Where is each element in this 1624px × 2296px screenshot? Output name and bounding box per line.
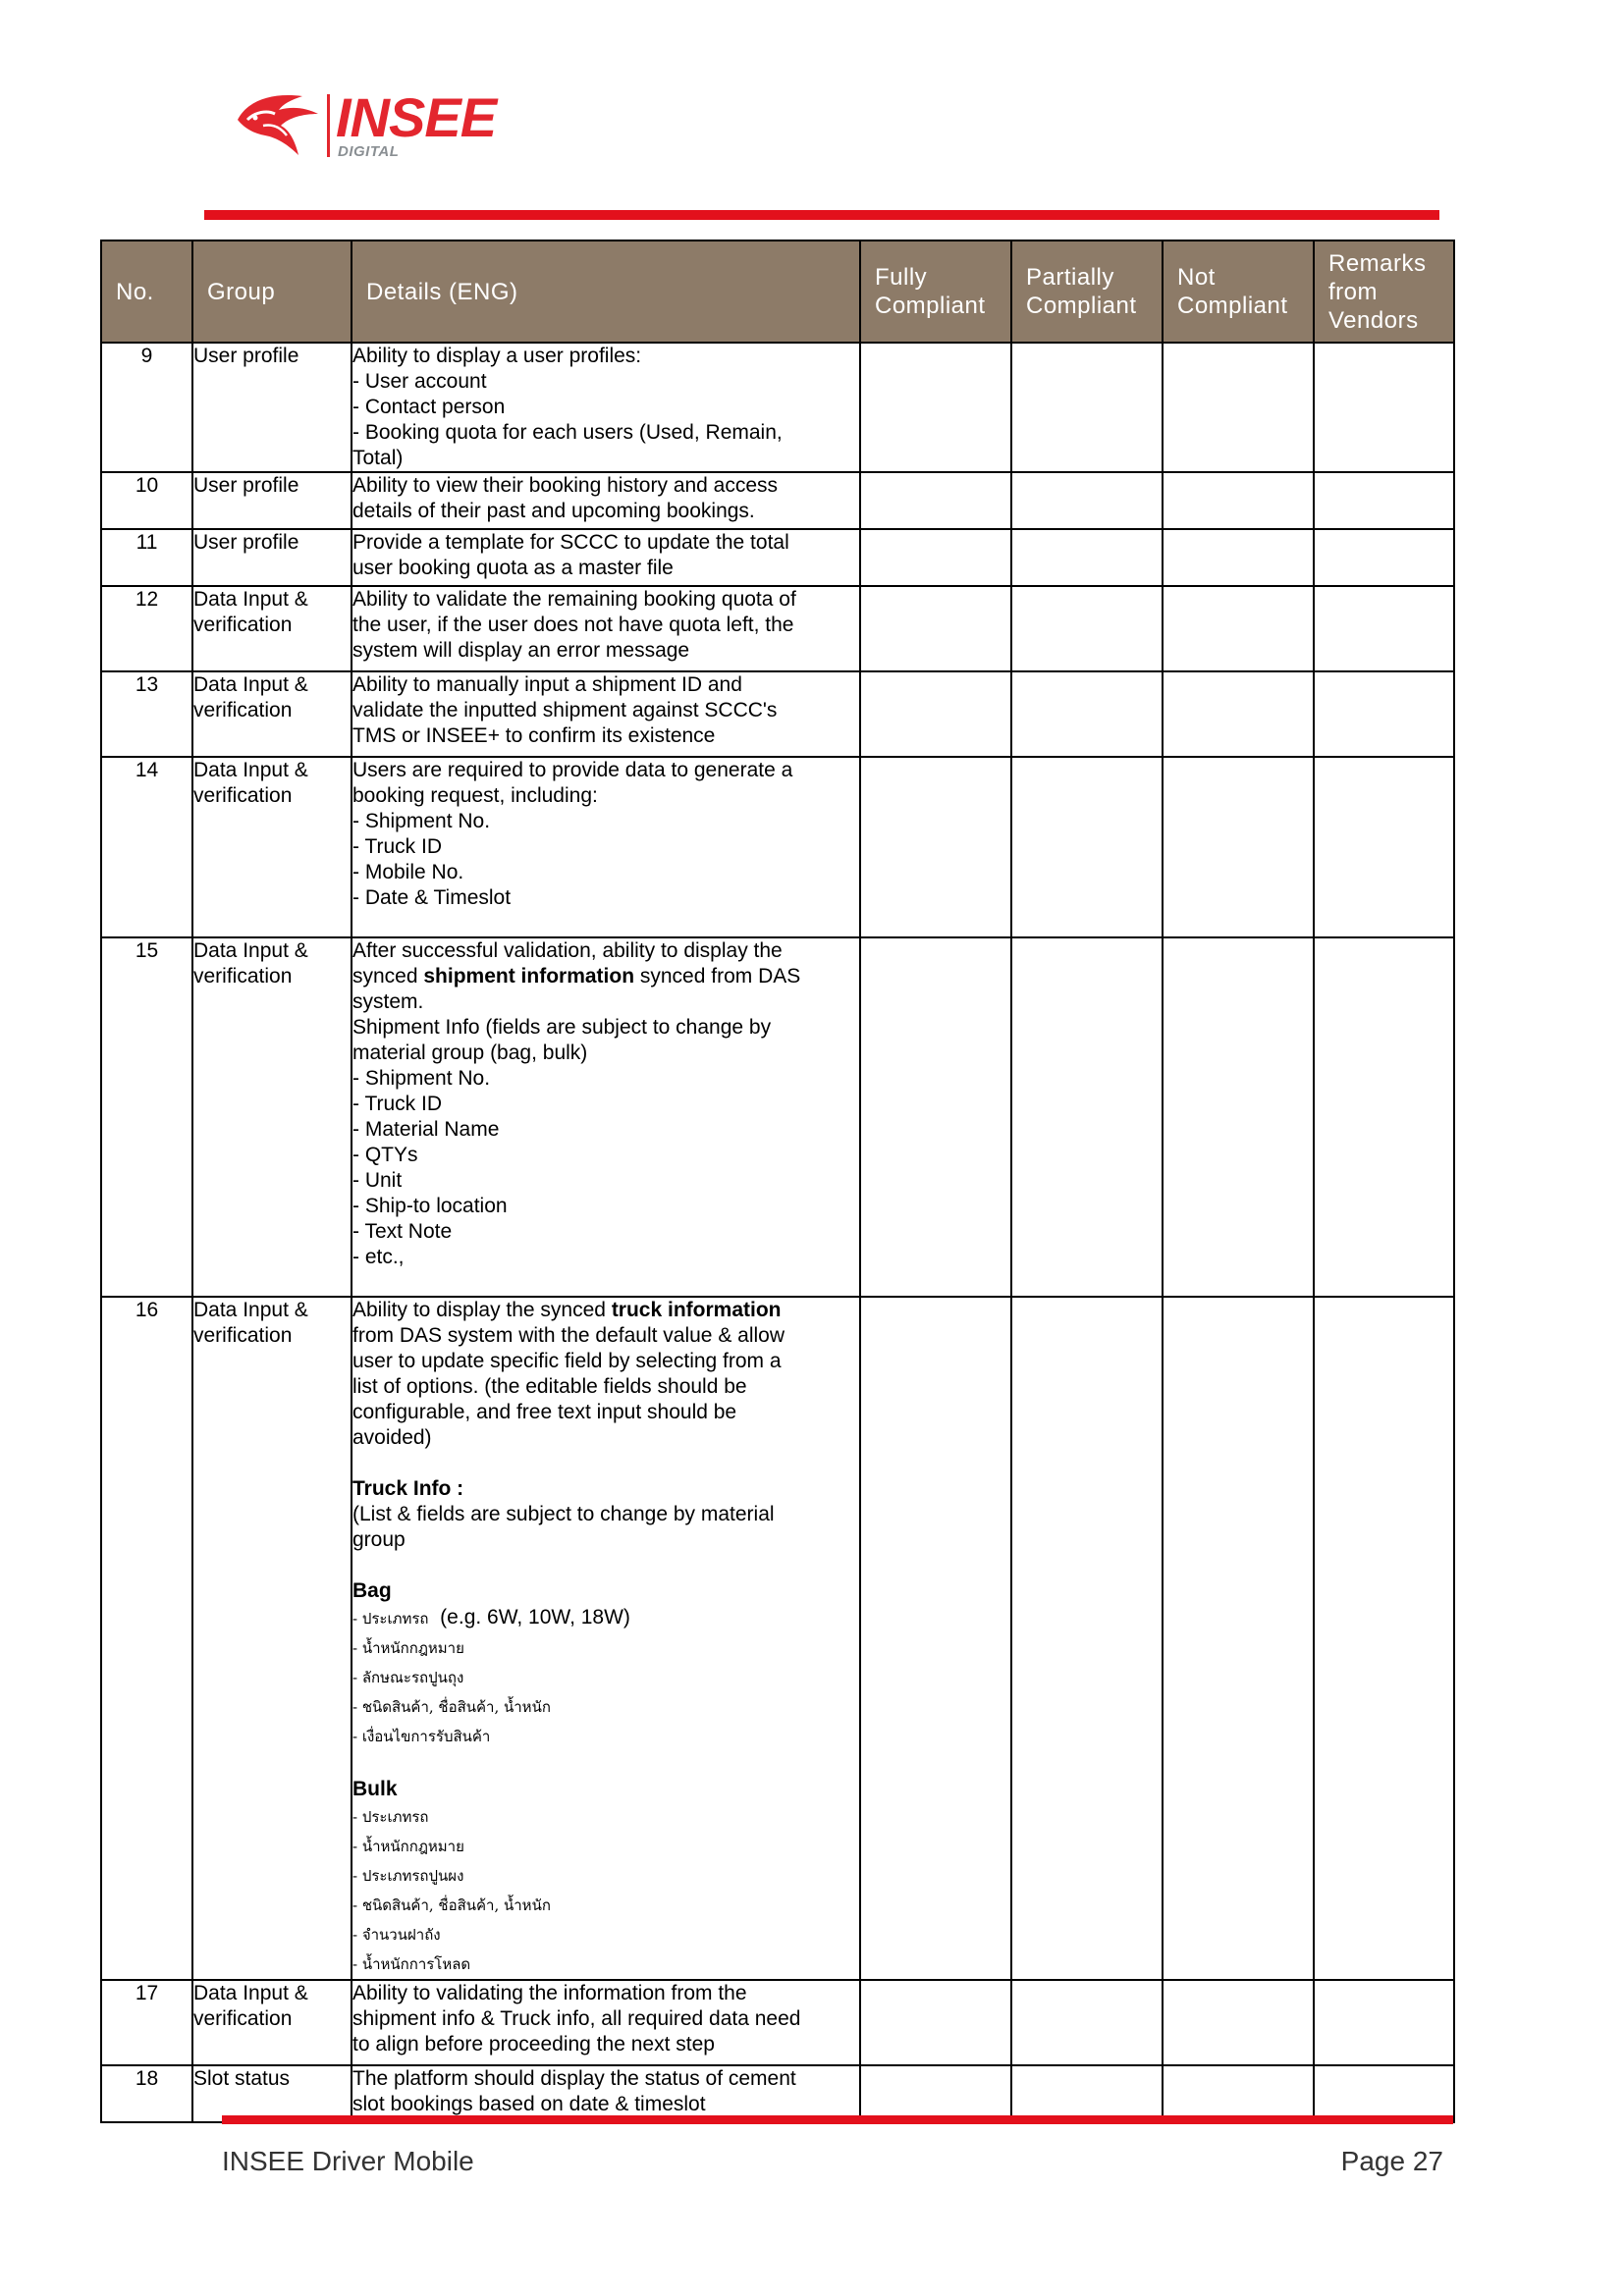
detail-line xyxy=(352,1298,859,1323)
cell-remarks[interactable] xyxy=(1314,343,1454,472)
group-line: Data Input & xyxy=(193,1982,308,2004)
detail-line: - Shipment No. xyxy=(352,810,491,832)
column-header-remarks: Remarks from Vendors xyxy=(1314,240,1454,343)
table-header-row xyxy=(101,240,1454,343)
row-details xyxy=(352,586,860,671)
cell-fully-compliant[interactable] xyxy=(860,671,1011,757)
row-number: 18 xyxy=(101,2065,192,2122)
detail-thai-text: - ประเภทรถ xyxy=(352,1808,429,1826)
cell-partially-compliant[interactable] xyxy=(1011,757,1163,937)
detail-text: synced xyxy=(352,965,424,988)
detail-line xyxy=(352,1476,859,1502)
row-group xyxy=(192,757,352,937)
detail-line: material group (bag, bulk) xyxy=(352,1041,588,1064)
detail-line: - Truck ID xyxy=(352,1093,443,1115)
cell-remarks[interactable] xyxy=(1314,472,1454,529)
footer-rule xyxy=(222,2115,1453,2124)
detail-spacer xyxy=(352,1270,859,1296)
detail-line: - QTYs xyxy=(352,1144,418,1166)
detail-line: - Text Note xyxy=(352,1220,453,1243)
detail-line xyxy=(352,1663,859,1692)
detail-line xyxy=(352,1692,859,1722)
group-line: verification xyxy=(193,965,293,988)
cell-remarks[interactable] xyxy=(1314,937,1454,1297)
detail-line: Ability to display a user profiles: xyxy=(352,345,642,367)
row-group xyxy=(192,937,352,1297)
detail-line: - User account xyxy=(352,370,487,393)
cell-partially-compliant[interactable] xyxy=(1011,343,1163,472)
group-line: Data Input & xyxy=(193,939,308,962)
cell-partially-compliant[interactable] xyxy=(1011,1297,1163,1980)
table-row xyxy=(101,529,1454,586)
detail-bold-text: shipment information xyxy=(423,965,635,988)
cell-fully-compliant[interactable] xyxy=(860,2065,1011,2122)
row-number: 15 xyxy=(101,937,192,1297)
cell-partially-compliant[interactable] xyxy=(1011,937,1163,1297)
row-group xyxy=(192,1297,352,1980)
row-group xyxy=(192,586,352,671)
detail-spacer xyxy=(352,1553,859,1578)
detail-line: - Mobile No. xyxy=(352,861,464,883)
group-line: Slot status xyxy=(193,2067,291,2090)
header-rule xyxy=(204,210,1439,220)
cell-fully-compliant[interactable] xyxy=(860,757,1011,937)
cell-fully-compliant[interactable] xyxy=(860,937,1011,1297)
group-line: verification xyxy=(193,699,293,721)
detail-text: synced from DAS xyxy=(634,965,801,988)
row-details xyxy=(352,472,860,529)
detail-line: - Unit xyxy=(352,1169,403,1192)
detail-line xyxy=(352,1861,859,1891)
detail-line xyxy=(352,1578,859,1604)
row-details xyxy=(352,2065,860,2122)
detail-example-text: (e.g. 6W, 10W, 18W) xyxy=(428,1606,630,1629)
cell-fully-compliant[interactable] xyxy=(860,529,1011,586)
cell-partially-compliant[interactable] xyxy=(1011,1980,1163,2065)
footer-page-number: Page 27 xyxy=(1340,2146,1443,2176)
table-row xyxy=(101,671,1454,757)
cell-not-compliant[interactable] xyxy=(1163,2065,1314,2122)
detail-line: The platform should display the status of cement xyxy=(352,2067,796,2090)
detail-line xyxy=(352,1633,859,1663)
detail-line: After successful validation, ability to display the xyxy=(352,939,783,962)
detail-line: Ability to validating the information from the xyxy=(352,1982,747,2004)
detail-line: details of their past and upcoming bookings. xyxy=(352,500,755,522)
row-details xyxy=(352,1297,860,1980)
cell-partially-compliant[interactable] xyxy=(1011,529,1163,586)
row-number: 12 xyxy=(101,586,192,671)
detail-thai-text: - ประเภทรถปูนผง xyxy=(352,1867,464,1885)
table-row xyxy=(101,472,1454,529)
group-line: verification xyxy=(193,784,293,807)
detail-line xyxy=(352,1920,859,1949)
cell-fully-compliant[interactable] xyxy=(860,343,1011,472)
detail-line xyxy=(352,1949,859,1979)
detail-line: - etc., xyxy=(352,1246,405,1268)
detail-line: the user, if the user does not have quota left, the xyxy=(352,614,794,636)
cell-partially-compliant[interactable] xyxy=(1011,671,1163,757)
detail-line: validate the inputted shipment against SCCC's xyxy=(352,699,778,721)
row-details xyxy=(352,757,860,937)
column-header-group: Group xyxy=(192,240,352,343)
detail-line xyxy=(352,1604,859,1633)
detail-line: to align before proceeding the next step xyxy=(352,2033,715,2056)
detail-thai-text: - ชนิดสินค้า, ชื่อสินค้า, น้ำหนัก xyxy=(352,1698,551,1716)
cell-not-compliant[interactable] xyxy=(1163,586,1314,671)
column-header-not-compliant: Not Compliant xyxy=(1163,240,1314,343)
detail-line: user booking quota as a master file xyxy=(352,557,674,579)
detail-line: system will display an error message xyxy=(352,639,690,662)
column-header-partially-compliant: Partially Compliant xyxy=(1011,240,1163,343)
detail-line xyxy=(352,1777,859,1802)
detail-text: Ability to display the synced xyxy=(352,1299,612,1321)
row-number: 10 xyxy=(101,472,192,529)
detail-line: - Booking quota for each users (Used, Remain, xyxy=(352,421,783,444)
detail-thai-text: - ลักษณะรถปูนถุง xyxy=(352,1669,464,1686)
detail-line: - Date & Timeslot xyxy=(352,886,512,909)
table-body xyxy=(101,343,1454,2122)
row-group xyxy=(192,1980,352,2065)
detail-thai-text: - จำนวนฝาถัง xyxy=(352,1926,441,1944)
cell-fully-compliant[interactable] xyxy=(860,1297,1011,1980)
insee-digital-logo xyxy=(234,86,518,167)
detail-line: group xyxy=(352,1528,406,1551)
requirements-table xyxy=(100,240,1455,2123)
row-number: 16 xyxy=(101,1297,192,1980)
cell-fully-compliant[interactable] xyxy=(860,1980,1011,2065)
row-number: 9 xyxy=(101,343,192,472)
row-group xyxy=(192,343,352,472)
cell-remarks[interactable] xyxy=(1314,529,1454,586)
cell-remarks[interactable] xyxy=(1314,1980,1454,2065)
detail-line: user to update specific field by selecting from a xyxy=(352,1350,782,1372)
detail-line: - Ship-to location xyxy=(352,1195,508,1217)
detail-line: Total) xyxy=(352,447,404,469)
table-row xyxy=(101,343,1454,472)
row-details xyxy=(352,343,860,472)
row-number: 11 xyxy=(101,529,192,586)
column-header-no: No. xyxy=(101,240,192,343)
detail-line xyxy=(352,1832,859,1861)
detail-line: - Truck ID xyxy=(352,835,443,858)
row-number: 17 xyxy=(101,1980,192,2065)
detail-line: booking request, including: xyxy=(352,784,598,807)
cell-not-compliant[interactable] xyxy=(1163,937,1314,1297)
eagle-icon xyxy=(234,90,322,161)
detail-thai-text: - น้ำหนักกฎหมาย xyxy=(352,1639,464,1657)
detail-thai-text: - น้ำหนักการโหลด xyxy=(352,1955,471,1973)
row-group xyxy=(192,472,352,529)
detail-line: from DAS system with the default value & allow xyxy=(352,1324,785,1347)
group-line: User profile xyxy=(193,474,299,497)
cell-remarks[interactable] xyxy=(1314,586,1454,671)
detail-line: configurable, and free text input should be xyxy=(352,1401,737,1423)
table-row xyxy=(101,2065,1454,2122)
detail-line: Provide a template for SCCC to update the total xyxy=(352,531,789,554)
cell-not-compliant[interactable] xyxy=(1163,529,1314,586)
group-line: verification xyxy=(193,614,293,636)
table-row xyxy=(101,757,1454,937)
detail-bold-text: Truck Info : xyxy=(352,1477,464,1500)
detail-line: Ability to validate the remaining booking quota of xyxy=(352,588,796,611)
row-details xyxy=(352,529,860,586)
row-details xyxy=(352,1980,860,2065)
detail-line: slot bookings based on date & timeslot xyxy=(352,2093,706,2115)
group-line: Data Input & xyxy=(193,673,308,696)
column-header-details: Details (ENG) xyxy=(352,240,860,343)
row-details xyxy=(352,937,860,1297)
detail-bold-text: Bulk xyxy=(352,1778,398,1800)
detail-spacer xyxy=(352,911,859,936)
group-line: Data Input & xyxy=(193,1299,308,1321)
detail-bold-text: truck information xyxy=(611,1299,782,1321)
cell-not-compliant[interactable] xyxy=(1163,1980,1314,2065)
detail-thai-text: - ชนิดสินค้า, ชื่อสินค้า, น้ำหนัก xyxy=(352,1896,551,1914)
row-group xyxy=(192,529,352,586)
detail-line: avoided) xyxy=(352,1426,432,1449)
cell-not-compliant[interactable] xyxy=(1163,757,1314,937)
detail-spacer xyxy=(352,1751,859,1777)
cell-not-compliant[interactable] xyxy=(1163,1297,1314,1980)
row-group xyxy=(192,671,352,757)
detail-line xyxy=(352,1891,859,1920)
cell-remarks[interactable] xyxy=(1314,1297,1454,1980)
detail-thai-text: - ประเภทรถ xyxy=(352,1610,429,1628)
detail-line: Ability to manually input a shipment ID and xyxy=(352,673,742,696)
detail-line xyxy=(352,964,859,989)
detail-line: shipment info & Truck info, all required data need xyxy=(352,2007,801,2030)
detail-thai-text: - น้ำหนักกฎหมาย xyxy=(352,1838,464,1855)
group-line: User profile xyxy=(193,345,299,367)
row-number: 14 xyxy=(101,757,192,937)
row-group xyxy=(192,2065,352,2122)
cell-remarks[interactable] xyxy=(1314,757,1454,937)
table-row xyxy=(101,1297,1454,1980)
group-line: Data Input & xyxy=(193,588,308,611)
detail-line: Shipment Info (fields are subject to change by xyxy=(352,1016,772,1039)
group-line: verification xyxy=(193,1324,293,1347)
logo-wordmark: INSEE xyxy=(336,86,497,148)
detail-line xyxy=(352,1802,859,1832)
cell-not-compliant[interactable] xyxy=(1163,343,1314,472)
logo-divider xyxy=(327,94,330,157)
cell-remarks[interactable] xyxy=(1314,671,1454,757)
footer-document-title: INSEE Driver Mobile xyxy=(222,2146,474,2176)
detail-line: (List & fields are subject to change by material xyxy=(352,1503,775,1525)
cell-fully-compliant[interactable] xyxy=(860,472,1011,529)
cell-not-compliant[interactable] xyxy=(1163,671,1314,757)
group-line: Data Input & xyxy=(193,759,308,781)
detail-line: Ability to view their booking history and access xyxy=(352,474,779,497)
detail-line: - Material Name xyxy=(352,1118,500,1141)
row-number: 13 xyxy=(101,671,192,757)
table-row xyxy=(101,586,1454,671)
detail-line: list of options. (the editable fields should be xyxy=(352,1375,747,1398)
group-line: User profile xyxy=(193,531,299,554)
detail-line: - Shipment No. xyxy=(352,1067,491,1090)
detail-line: - Contact person xyxy=(352,396,506,418)
detail-line xyxy=(352,1722,859,1751)
table-row xyxy=(101,937,1454,1297)
column-header-fully-compliant: Fully Compliant xyxy=(860,240,1011,343)
table-row xyxy=(101,1980,1454,2065)
detail-line: Users are required to provide data to generate a xyxy=(352,759,793,781)
cell-remarks[interactable] xyxy=(1314,2065,1454,2122)
cell-partially-compliant[interactable] xyxy=(1011,2065,1163,2122)
detail-line: TMS or INSEE+ to confirm its existence xyxy=(352,724,716,747)
detail-thai-text: - เงื่อนไขการรับสินค้า xyxy=(352,1728,491,1745)
logo-subtitle: DIGITAL xyxy=(338,143,400,160)
cell-partially-compliant[interactable] xyxy=(1011,472,1163,529)
detail-spacer xyxy=(352,1451,859,1476)
detail-line: system. xyxy=(352,990,424,1013)
detail-bold-text: Bag xyxy=(352,1579,392,1602)
row-details xyxy=(352,671,860,757)
group-line: verification xyxy=(193,2007,293,2030)
cell-not-compliant[interactable] xyxy=(1163,472,1314,529)
cell-partially-compliant[interactable] xyxy=(1011,586,1163,671)
cell-fully-compliant[interactable] xyxy=(860,586,1011,671)
